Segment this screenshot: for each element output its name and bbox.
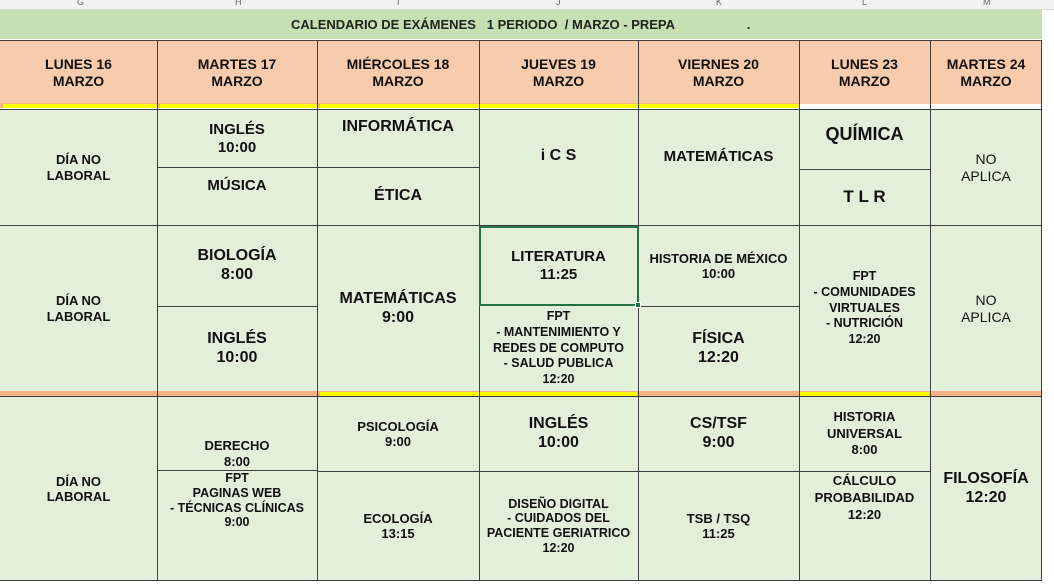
- grid-line: [638, 40, 639, 581]
- cell-b2-viernes-fisica[interactable]: FÍSICA 12:20: [638, 306, 799, 391]
- cell-b3-viernes-cstsf[interactable]: CS/TSF 9:00: [638, 397, 799, 471]
- selected-cell-outline: [479, 226, 639, 306]
- grid-line: [930, 40, 931, 581]
- grid-line: [799, 169, 930, 170]
- cell-b2-lunes[interactable]: DÍA NO LABORAL: [0, 226, 157, 391]
- separator-bar: [3, 104, 157, 108]
- grid-line: [1041, 40, 1042, 581]
- cell-b3-jueves-ingles[interactable]: INGLÉS 10:00: [479, 397, 638, 471]
- cell-b3-viernes-tsb[interactable]: TSB / TSQ 11:25: [638, 471, 799, 581]
- grid-line: [799, 471, 930, 472]
- cell-b1-lunes[interactable]: DÍA NO LABORAL: [0, 110, 157, 225]
- header-martes-17[interactable]: MARTES 17 MARZO: [157, 41, 317, 104]
- cell-b3-jueves-diseno[interactable]: DISEÑO DIGITAL - CUIDADOS DEL PACIENTE GERIATRICO 12:20: [479, 471, 638, 581]
- column-letter[interactable]: J: [556, 0, 561, 7]
- cell-b2-miercoles-matematicas[interactable]: MATEMÁTICAS 9:00: [317, 226, 479, 391]
- cell-b3-martes24-filosofia[interactable]: FILOSOFÍA 12:20: [930, 397, 1042, 581]
- column-letter[interactable]: I: [397, 0, 400, 7]
- header-miercoles-18[interactable]: MIÉRCOLES 18 MARZO: [317, 41, 479, 104]
- grid-line: [317, 40, 318, 581]
- cell-b2-viernes-historia[interactable]: HISTORIA DE MÉXICO 10:00: [638, 226, 799, 306]
- cell-b2-martes24-noaplica[interactable]: NO APLICA: [930, 226, 1042, 391]
- cell-b2-jueves-fpt[interactable]: FPT - MANTENIMIENTO Y REDES DE COMPUTO - SALUD PUBLICA 12:20: [479, 306, 638, 391]
- grid-line: [157, 40, 158, 581]
- cell-b1-miercoles-empty[interactable]: [317, 145, 479, 167]
- column-letter[interactable]: L: [862, 0, 868, 7]
- cell-b1-martes-ingles[interactable]: INGLÉS 10:00: [157, 110, 317, 167]
- calendar-title[interactable]: CALENDARIO DE EXÁMENES 1 PERIODO / MARZO - PREPA .: [0, 10, 1042, 39]
- cell-b3-miercoles-ecologia[interactable]: ECOLOGÍA 13:15: [317, 471, 479, 581]
- cell-b1-martes-musica[interactable]: MÚSICA: [157, 167, 317, 205]
- cell-b1-miercoles-informatica[interactable]: INFORMÁTICA: [317, 110, 479, 145]
- cell-b3-martes-fpt[interactable]: FPT PAGINAS WEB - TÉCNICAS CLÍNICAS 9:00: [157, 470, 317, 581]
- column-letter[interactable]: M: [983, 0, 991, 7]
- header-martes-24[interactable]: MARTES 24 MARZO: [930, 41, 1042, 104]
- cell-b1-miercoles-etica[interactable]: ÉTICA: [317, 167, 479, 225]
- cell-b2-jueves-literatura[interactable]: LITERATURA 11:25: [479, 226, 638, 306]
- header-lunes-16[interactable]: LUNES 16 MARZO: [0, 41, 157, 104]
- column-letter[interactable]: G: [77, 0, 85, 7]
- cell-b1-viernes-matematicas[interactable]: MATEMÁTICAS: [638, 110, 799, 225]
- cell-b3-lunes23-calculo[interactable]: CÁLCULO PROBABILIDAD 12:20: [799, 471, 930, 581]
- cell-b2-lunes23-fpt[interactable]: FPT - COMUNIDADES VIRTUALES - NUTRICIÓN 12:20: [799, 226, 930, 391]
- column-letter[interactable]: K: [716, 0, 723, 7]
- cell-b2-martes-ingles[interactable]: INGLÉS 10:00: [157, 306, 317, 391]
- header-viernes-20[interactable]: VIERNES 20 MARZO: [638, 41, 799, 104]
- cell-b1-lunes23-quimica[interactable]: QUÍMICA: [799, 110, 930, 169]
- grid-line: [157, 306, 317, 307]
- cell-b1-martes-empty[interactable]: [157, 205, 317, 225]
- cell-b1-martes24-noaplica[interactable]: NO APLICA: [930, 110, 1042, 225]
- cell-b1-lunes23-tlr[interactable]: T L R: [799, 169, 930, 225]
- column-header-strip: [0, 0, 1054, 10]
- grid-line: [638, 306, 799, 307]
- column-letter[interactable]: H: [235, 0, 242, 7]
- fill-handle[interactable]: [635, 302, 641, 308]
- grid-line: [799, 40, 800, 581]
- separator-bar: [160, 104, 317, 108]
- grid-line: [157, 167, 479, 168]
- grid-line: [479, 40, 480, 581]
- header-jueves-19[interactable]: JUEVES 19 MARZO: [479, 41, 638, 104]
- cell-b2-martes-biologia[interactable]: BIOLOGÍA 8:00: [157, 226, 317, 306]
- cell-b3-lunes[interactable]: DÍA NO LABORAL: [0, 397, 157, 581]
- cell-b1-jueves-ics[interactable]: i C S: [479, 110, 638, 225]
- header-lunes-23[interactable]: LUNES 23 MARZO: [799, 41, 930, 104]
- cell-b3-lunes23-historia[interactable]: HISTORIA UNIVERSAL 8:00: [799, 397, 930, 471]
- cell-b3-martes-derecho[interactable]: DERECHO 8:00: [157, 397, 317, 470]
- separator-bar: [320, 104, 799, 108]
- cell-b3-miercoles-psicologia[interactable]: PSICOLOGÍA 9:00: [317, 397, 479, 471]
- grid-line: [157, 470, 317, 471]
- grid-line: [317, 471, 799, 472]
